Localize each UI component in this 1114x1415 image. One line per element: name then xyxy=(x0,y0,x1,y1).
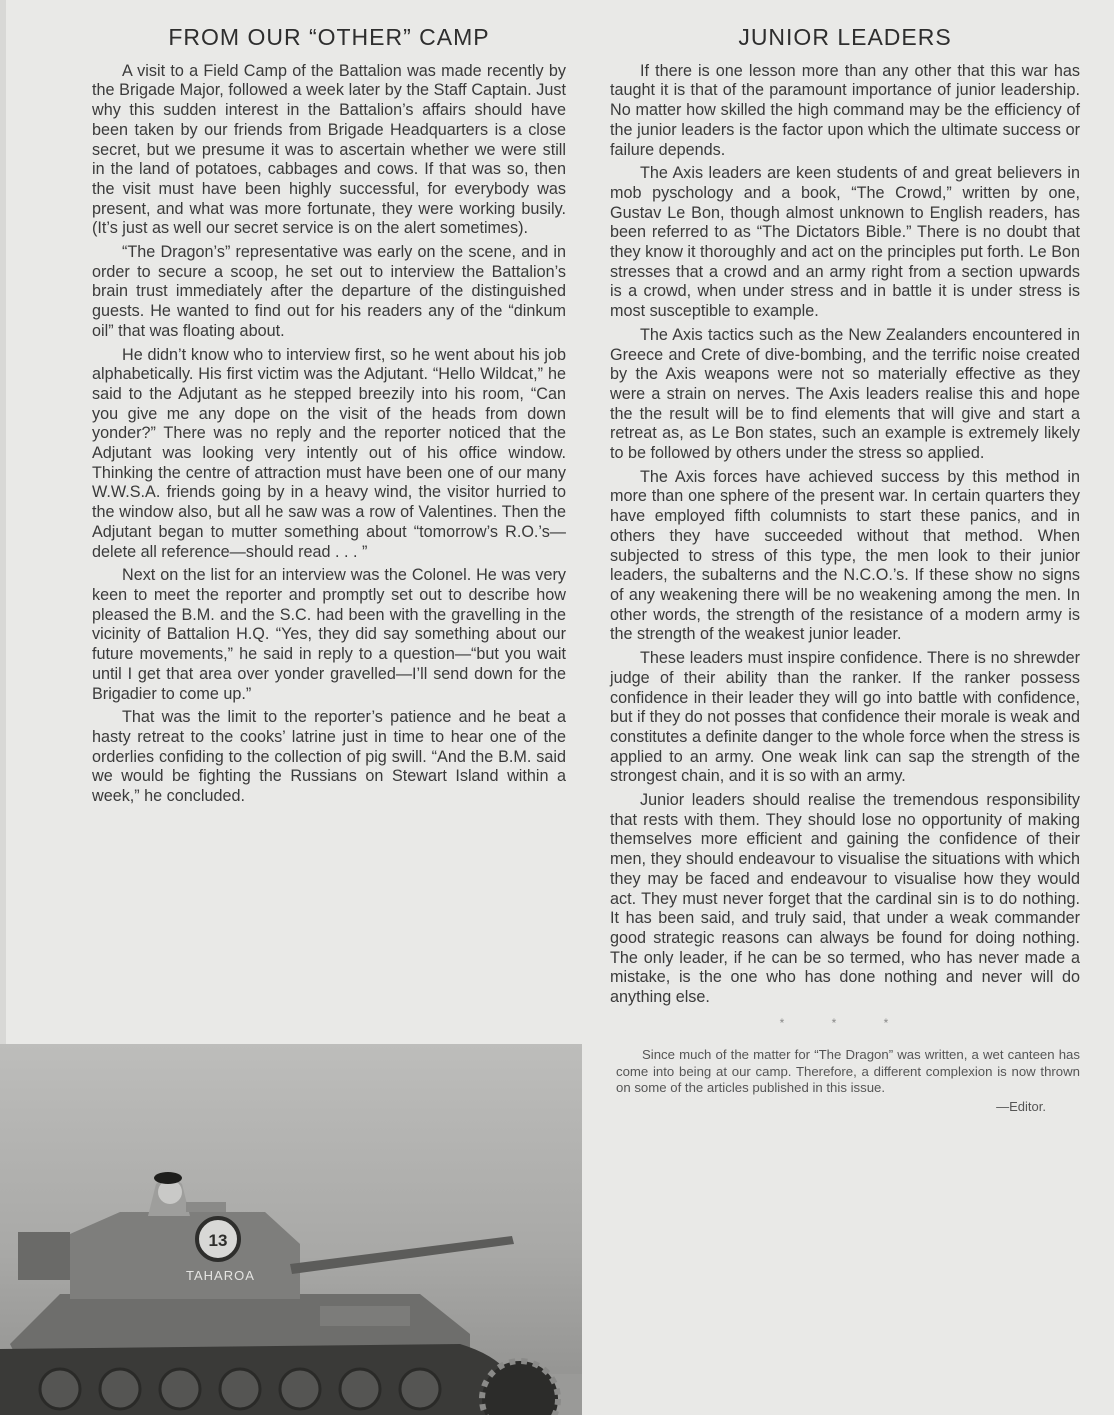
article-paragraph: The Axis leaders are keen students of and great believers in mob pyschology and a book, “The Crowd,” written by one, Gustav Le Bon, though almost unknown to English readers, has been referred to as “The Dictators Bible.” There is no doubt that they know it thoroughly and act on the principles put forth. Le Bon stresses that a crowd and an army right from a section upwards is a crowd, when under stress and in battle it is under stress is most susceptible to example. xyxy=(610,164,1080,321)
article-title: FROM OUR “OTHER” CAMP xyxy=(168,24,490,50)
tank-stowage-box xyxy=(320,1306,410,1326)
article-other-camp xyxy=(92,24,566,811)
road-wheel xyxy=(400,1369,440,1409)
article-paragraph: A visit to a Field Camp of the Battalion was made recently by the Brigade Major, followed a week later by the Staff Captain. Just why this sudden interest in the Battalion’s affairs should have been taken by our friends from Brigade Headquarters is a close secret, but we presume it was to ascertain whether we were still in the land of potatoes, cabbages and cows. If that was so, then the visit must have been highly successful, for everybody was present, and what was more fortunate, they were working busily. (It’s just as well our secret service is on the alert sometimes). xyxy=(92,61,566,238)
article-paragraph: Junior leaders should realise the tremendous responsibility that rests with them. They should lose no opportunity of making themselves more efficient and gaining the confidence of their men, they should endeavour to visualise the situations with which they may be faced and endeavour to visualise how they would act. They must never forget that the cardinal sin is to do nothing. It has been said, and truly said, that under a weak commander good strategic reasons can always be found for doing nothing. The only leader, if he can be so termed, who has never made a mistake, is the one who has done nothing and never will do anything else. xyxy=(610,791,1080,1007)
road-wheel xyxy=(220,1369,260,1409)
article-paragraph: The Axis tactics such as the New Zealanders encountered in Greece and Crete of dive-bombing, and the terrific noise created by the Axis weapons were not so materially effective as they were a strain on nerves. The Axis leaders realise this and hope the the result will be to find elements that will give and start a retreat as, as Le Bon states, such an example is extremely likely to be followed by others under the stress so applied. xyxy=(610,325,1080,463)
article-paragraph: That was the limit to the reporter’s patience and he beat a hasty retreat to the cooks’ latrine just in time to hear one of the orderlies confiding to the collection of pig swill. “And the B.M. said we would be fighting the Russians on Stewart Island within a week,” he concluded. xyxy=(92,708,566,806)
article-paragraph: Next on the list for an interview was the Colonel. He was very keen to meet the reporter and promptly set out to describe how pleased the B.M. and the S.C. had been with the gravelling in the vicinity of Battalion H.Q. “Yes, they did say something about our future movements,” he said in reply to a question—“but you wait until I get that area over yonder gravelled—I’ll send down for the Brigadier to come up.” xyxy=(92,566,566,703)
road-wheel xyxy=(340,1369,380,1409)
article-paragraph: The Axis forces have achieved success by this method in more than one sphere of the present war. In certain quarters they have employed fifth columnists to start these panics, and in others they have succeeded without that method. When subjected to stress of this type, the men look to their junior leaders, the subalterns and the N.C.O.’s. If these show no signs of any weakening there will be no weakening among the men. In other words, the strength of the resistance of a modern army is the strength of the weakest junior leader. xyxy=(610,467,1080,644)
tank-badge-number: 13 xyxy=(208,1231,228,1250)
road-wheel xyxy=(280,1369,320,1409)
editor-note-text: Since much of the matter for “The Dragon” was written, a wet canteen has come into being at our camp. Therefore, a different complexion is now thrown on some of the articles published in this issue. xyxy=(616,1047,1080,1096)
tank-photograph xyxy=(0,1044,582,1415)
tank-smoke-box xyxy=(18,1232,70,1280)
editor-signoff: —Editor. xyxy=(996,1098,1046,1114)
road-wheel xyxy=(160,1369,200,1409)
article-paragraph: “The Dragon’s” representative was early on the scene, and in order to secure a scoop, he set out to interview the Battalion’s brain trust immediately after the departure of the distinguished guests. He wanted to find out for his readers any of the “dinkum oil” that was floating about. xyxy=(92,243,566,340)
article-junior-leaders xyxy=(610,24,1080,1115)
editor-note xyxy=(616,1047,1080,1115)
tank-turret xyxy=(70,1212,300,1299)
section-separator: * * * xyxy=(779,1015,911,1030)
article-paragraph: If there is one lesson more than any other that this war has taught it is that of the paramount importance of junior leadership. No matter how skilled the high command may be the efficiency of the junior leaders is the factor upon which the ultimate success or failure depends. xyxy=(610,61,1080,159)
article-paragraph: He didn’t know who to interview first, so he went about his job alphabetically. His first victim was the Adjutant. “Hello Wildcat,” he said to the Adjutant as he stepped breezily into his room, “Can you give me any dope on the visit of the heads from down yonder?” There was no reply and the reporter noticed that the Adjutant was looking very intently out of his office window. Thinking the centre of attraction must have been one of our many W.W.S.A. friends going by in a heavy wind, the visitor hurried to the window also, but all he saw was a row of Valentines. Then the Adjutant began to mutter something about “tomorrow’s R.O.’s—delete all reference—should read . . . ” xyxy=(92,345,566,561)
tank-commander-arm xyxy=(186,1202,226,1212)
article-paragraph: These leaders must inspire confidence. There is no shrewder judge of their ability than the ranker. If the ranker possess confidence in their leader they will go into battle with confidence, but if they do not posses that confidence their morale is weak and constitutes a definite danger to the whole force when the stress is applied to an army. One weak link can sap the strength of the strongest chain, and it is so with an army. xyxy=(610,649,1080,786)
road-wheel xyxy=(40,1369,80,1409)
tank-commander-beret xyxy=(154,1172,182,1184)
tank-photo-illustration xyxy=(0,1044,582,1415)
tank-name-marking: TAHAROA xyxy=(186,1268,255,1283)
article-title: JUNIOR LEADERS xyxy=(738,24,952,50)
road-wheel xyxy=(100,1369,140,1409)
